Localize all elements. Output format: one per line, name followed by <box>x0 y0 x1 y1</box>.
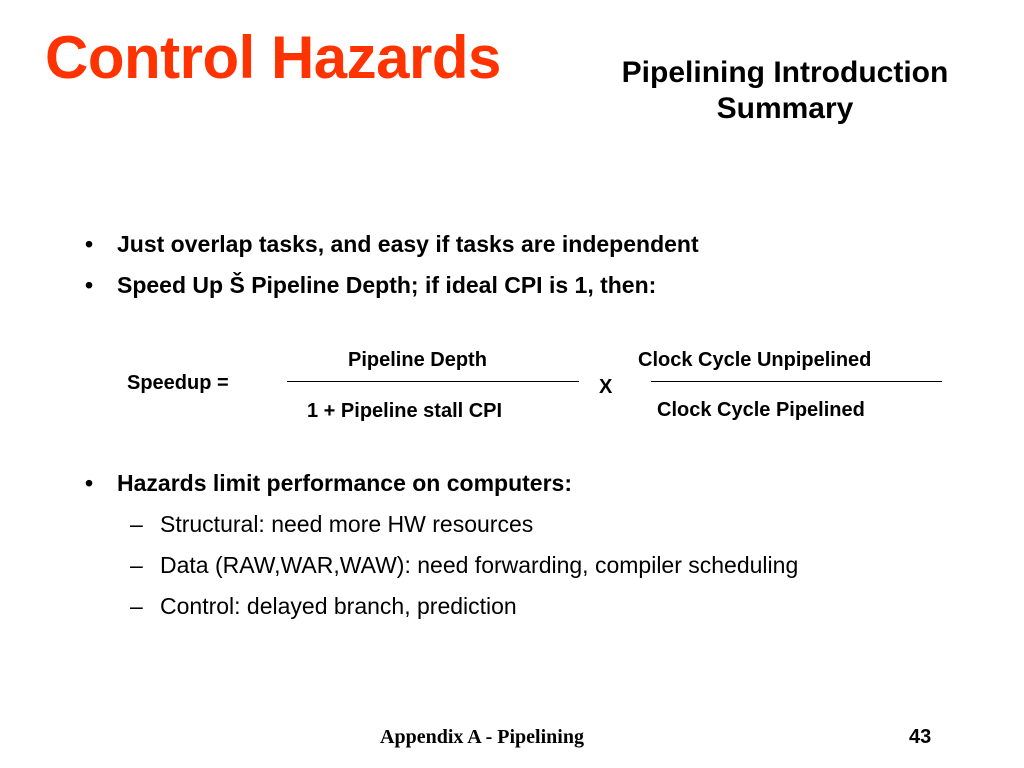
bullet-marker: • <box>85 470 94 496</box>
bullet-item <box>85 230 699 258</box>
bullet-text: Just overlap tasks, and easy if tasks are independent <box>117 231 699 257</box>
multiply-sign: X <box>599 376 613 398</box>
bullet-text: Hazards limit performance on computers: <box>117 470 572 496</box>
formula-lhs: Speedup = <box>127 372 229 394</box>
fraction-1-numerator: Pipeline Depth <box>348 349 487 371</box>
slide-title: Control Hazards <box>45 24 501 91</box>
fraction-1-denominator: 1 + Pipeline stall CPI <box>307 400 503 422</box>
fraction-1-bar <box>287 381 579 382</box>
subtitle-line-1: Pipelining Introduction <box>621 56 949 89</box>
fraction-2-denominator: Clock Cycle Pipelined <box>657 399 865 421</box>
fraction-2-bar <box>651 381 942 382</box>
bullet-text: Speed Up Š Pipeline Depth; if ideal CPI is 1, then: <box>117 272 657 298</box>
bullet-marker: • <box>85 231 94 257</box>
bullet-marker: • <box>85 272 94 298</box>
sub-bullet-marker: – <box>130 593 143 619</box>
subtitle-line-2: Summary <box>716 92 854 125</box>
slide-subtitle <box>580 55 990 127</box>
sub-bullet-text: Data (RAW,WAR,WAW): need forwarding, compiler scheduling <box>160 552 799 578</box>
sub-bullet-text: Control: delayed branch, prediction <box>160 593 517 619</box>
page-number: 43 <box>909 726 932 748</box>
sub-bullet-item <box>130 551 798 579</box>
sub-bullet-item <box>130 510 533 538</box>
sub-bullet-item <box>130 592 517 620</box>
footer-text: Appendix A - Pipelining <box>380 726 584 748</box>
bullet-item <box>85 271 656 299</box>
fraction-2-numerator: Clock Cycle Unpipelined <box>638 349 872 371</box>
sub-bullet-text: Structural: need more HW resources <box>160 511 534 537</box>
bullet-item <box>85 469 572 497</box>
sub-bullet-marker: – <box>130 552 143 578</box>
sub-bullet-marker: – <box>130 511 143 537</box>
